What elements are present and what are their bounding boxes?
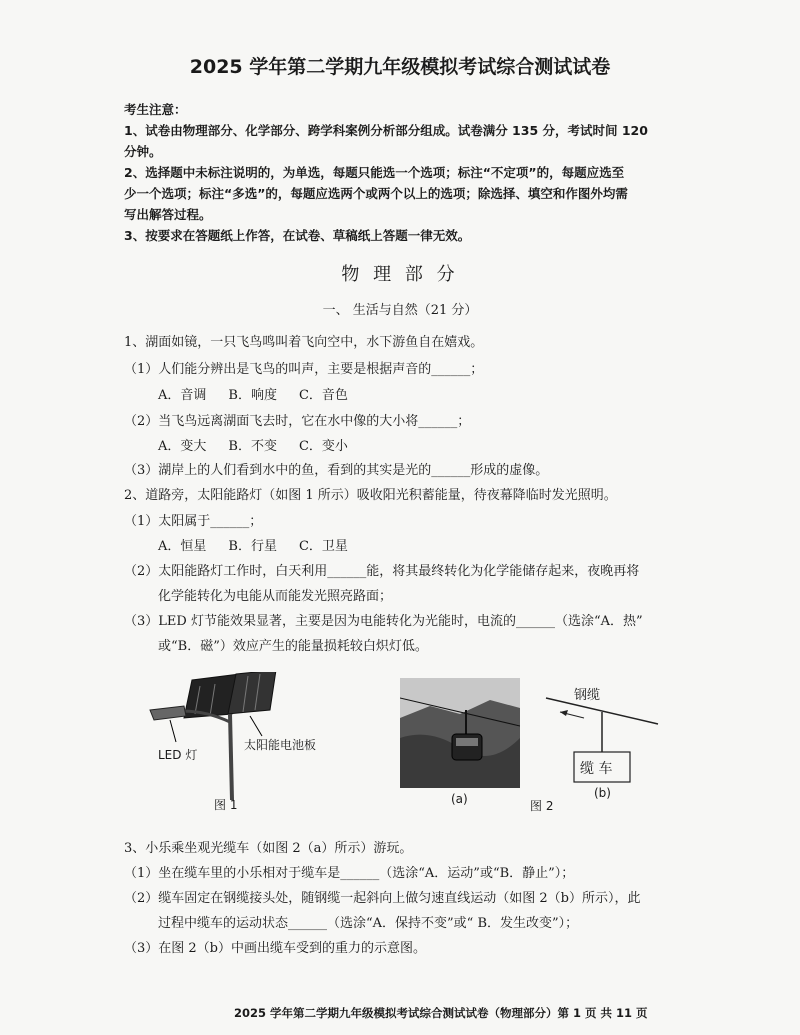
- car-label: 缆 车: [580, 761, 613, 777]
- figure-2a-caption: (a): [451, 792, 468, 806]
- option-b: B．行星: [228, 539, 277, 554]
- option-b: B．响度: [228, 388, 277, 403]
- led-label: LED 灯: [158, 748, 198, 762]
- page-footer: 2025 学年第二学期九年级模拟考试综合测试试卷（物理部分）第 1 页 共 11 页: [234, 1006, 648, 1020]
- lamp-pole: [230, 714, 232, 800]
- q2-sub1-options: [158, 537, 370, 557]
- option-a: A．恒星: [158, 539, 207, 554]
- led-pointer-line: [170, 720, 176, 742]
- notice-item-2c: 写出解答过程。: [124, 207, 212, 222]
- figure-2a-cable-car-photo: [400, 678, 520, 788]
- q1-sub3: （3）湖岸上的人们看到水中的鱼，看到的其实是光的______形成的虚像。: [124, 463, 549, 478]
- notice-heading: 考生注意：: [124, 102, 187, 117]
- notice-item-2a: 2、选择题中未标注说明的，为单选，每题只能选一个选项；标注“不定项”的，每题应选至: [124, 165, 625, 180]
- option-a: A．音调: [158, 388, 207, 403]
- q3-sub2a: （2）缆车固定在钢缆接头处，随钢缆一起斜向上做匀速直线运动（如图 2（b）所示），此: [124, 891, 641, 906]
- figure-2b-caption: (b): [594, 786, 611, 800]
- notice-item-2b: 少一个选项；标注“多选”的，每题应选两个或两个以上的选项；除选择、填空和作图外均需: [124, 186, 628, 201]
- notice-block: [124, 99, 648, 246]
- option-b: B．不变: [228, 439, 277, 454]
- notice-item-3: 3、按要求在答题纸上作答，在试卷、草稿纸上答题一律无效。: [124, 228, 471, 243]
- q1-stem: 1、湖面如镜，一只飞鸟鸣叫着飞向空中，水下游鱼自在嬉戏。: [124, 335, 484, 350]
- cable-label: 钢缆: [574, 688, 601, 703]
- q3-sub3: （3）在图 2（b）中画出缆车受到的重力的示意图。: [124, 941, 426, 956]
- q1-sub1: （1）人们能分辨出是飞鸟的叫声，主要是根据声音的______；: [124, 362, 484, 377]
- option-c: C．音色: [298, 388, 348, 403]
- q2-sub3b: 或“B．磁”）效应产生的能量损耗较白炽灯低。: [158, 639, 428, 654]
- figure-1-caption: 图 1: [214, 798, 238, 812]
- q3-sub1: （1）坐在缆车里的小乐相对于缆车是______（选涂“A．运动”或“B．静止”）；: [124, 866, 575, 881]
- cable-car-icon: [452, 734, 482, 760]
- arrow-head-icon: [560, 710, 568, 716]
- led-lamp-icon: [150, 706, 186, 720]
- part-title: 一、 生活与自然（21 分）: [322, 303, 478, 318]
- figure-2-caption: 图 2: [530, 799, 554, 813]
- q1-sub1-options: [158, 386, 370, 406]
- page-title: 2025 学年第二学期九年级模拟考试综合测试试卷: [189, 56, 611, 78]
- q2-sub2a: （2）太阳能路灯工作时，白天利用______能，将其最终转化为化学能储存起来，夜晚再将: [124, 564, 640, 579]
- q1-sub2: （2）当飞鸟远离湖面飞去时，它在水中像的大小将______；: [124, 414, 471, 429]
- q2-sub3a: （3）LED 灯节能效果显著，主要是因为电能转化为光能时，电流的______（选涂“A．热”: [124, 614, 643, 629]
- notice-item-1b: 分钟。: [124, 144, 162, 159]
- q1-sub2-options: [158, 437, 370, 457]
- q3-stem: 3、小乐乘坐观光缆车（如图 2（a）所示）游玩。: [124, 841, 413, 856]
- option-c: C．卫星: [298, 539, 348, 554]
- q2-stem: 2、道路旁，太阳能路灯（如图 1 所示）吸收阳光积蓄能量，待夜幕降临时发光照明。: [124, 488, 617, 503]
- panel-pointer-line: [250, 716, 262, 736]
- q2-sub1: （1）太阳属于______；: [124, 514, 263, 529]
- section-title: 物 理 部 分: [341, 264, 459, 285]
- panel-label: 太阳能电池板: [244, 738, 317, 752]
- option-c: C．变小: [298, 439, 348, 454]
- q3-sub2b: 过程中缆车的运动状态______（选涂“A．保持不变”或“ B．发生改变”）；: [158, 916, 579, 931]
- q2-sub2b: 化学能转化为电能从而能发光照亮路面；: [158, 589, 393, 604]
- notice-item-1a: 1、试卷由物理部分、化学部分、跨学科案例分析部分组成。试卷满分 135 分，考试时间 120: [124, 123, 648, 138]
- option-a: A．变大: [158, 439, 207, 454]
